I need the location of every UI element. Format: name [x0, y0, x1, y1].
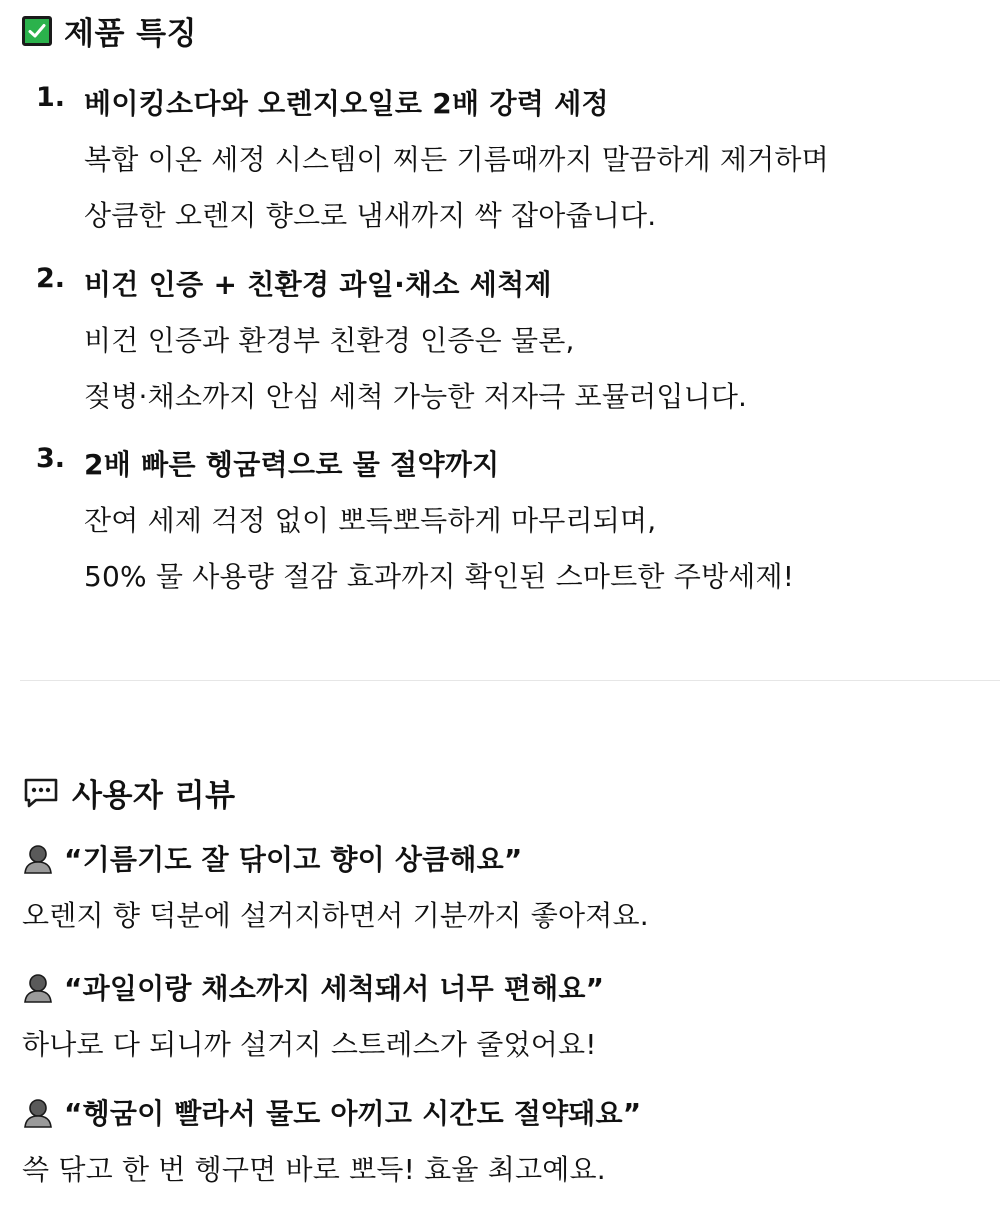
review-quote: “기름기도 잘 닦이고 향이 상큼해요” [64, 843, 523, 876]
feature-number: 3. [36, 443, 66, 474]
section-divider [20, 680, 1000, 681]
feature-title: 베이킹소다와 오렌지오일로 2배 강력 세정 [84, 87, 609, 120]
check-mark-icon [22, 16, 52, 46]
feature-description-line: 상큼한 오렌지 향으로 냄새까지 싹 잡아줍니다. [84, 199, 657, 232]
feature-title: 2배 빠른 헹굼력으로 물 절약까지 [84, 448, 500, 481]
feature-description-line: 잔여 세제 걱정 없이 뽀득뽀득하게 마무리되며, [84, 504, 657, 537]
feature-title: 비건 인증 + 친환경 과일·채소 세척제 [84, 268, 552, 301]
feature-description-line: 젖병·채소까지 안심 세척 가능한 저자극 포뮬러입니다. [84, 380, 748, 413]
feature-description-line: 복합 이온 세정 시스템이 찌든 기름때까지 말끔하게 제거하며 [84, 143, 829, 176]
review-quote-row [22, 967, 604, 1007]
review-quote-row [22, 838, 522, 878]
review-quote: “과일이랑 채소까지 세척돼서 너무 편해요” [64, 972, 605, 1005]
user-icon [22, 971, 54, 1003]
feature-number: 2. [36, 263, 66, 294]
user-icon [22, 1096, 54, 1128]
feature-description-line: 비건 인증과 환경부 친환경 인증은 물론, [84, 324, 575, 357]
reviews-heading-text: 사용자 리뷰 [72, 778, 236, 814]
review-quote-row [22, 1092, 641, 1132]
review-quote: “헹굼이 빨라서 물도 아끼고 시간도 절약돼요” [64, 1097, 642, 1130]
features-heading-text: 제품 특징 [64, 16, 198, 52]
review-body: 오렌지 향 덕분에 설거지하면서 기분까지 좋아져요. [22, 899, 649, 932]
speech-bubble-icon [22, 776, 60, 810]
features-heading [22, 8, 197, 53]
review-body: 하나로 다 되니까 설거지 스트레스가 줄었어요! [22, 1028, 597, 1061]
feature-number: 1. [36, 82, 66, 113]
user-icon [22, 842, 54, 874]
feature-description-line: 50% 물 사용량 절감 효과까지 확인된 스마트한 주방세제! [84, 560, 795, 593]
reviews-heading [22, 770, 236, 815]
review-body: 쓱 닦고 한 번 헹구면 바로 뽀득! 효율 최고예요. [22, 1153, 606, 1186]
